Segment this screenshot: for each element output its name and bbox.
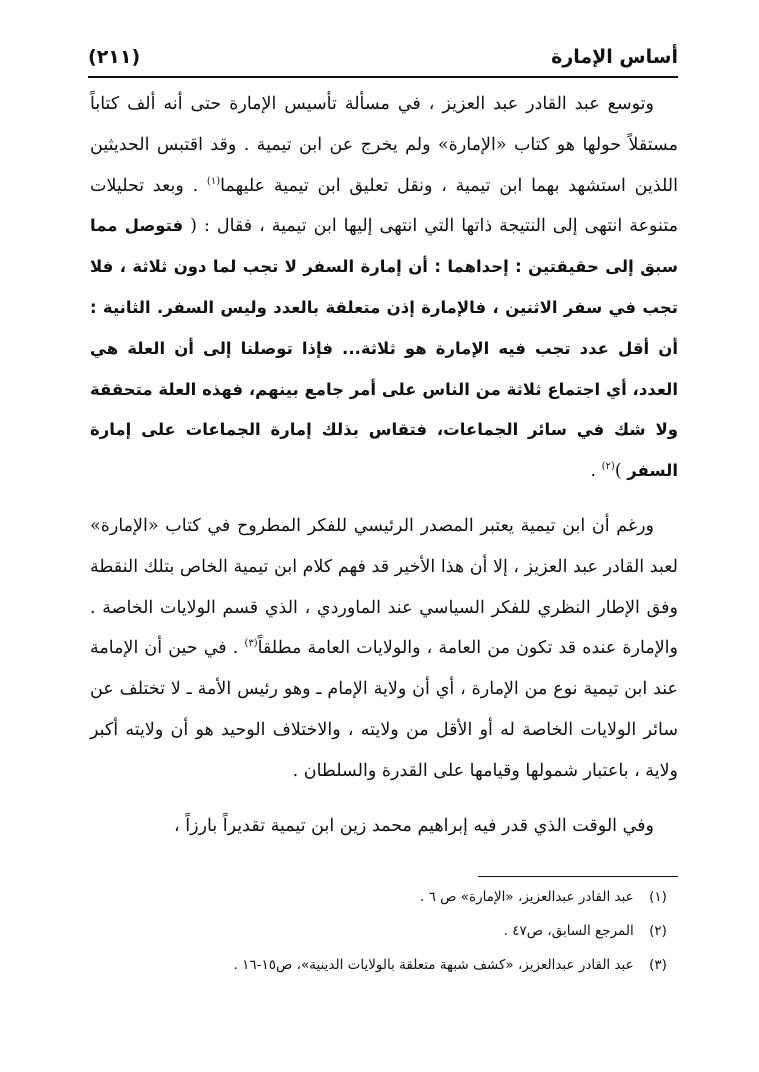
footnote-divider xyxy=(478,876,678,877)
footnote-number: (٣) xyxy=(649,957,667,973)
footnote-ref-3: (٣) xyxy=(244,638,258,650)
paragraph-1-text-a: وتوسع عبد القادر عبد العزيز ، في مسألة تأسيس الإمارة حتى أنه ألف كتاباً مستقلاً حولها هو كتاب «الإمارة» ولم يخرج عن ابن تيمية . وقد اقتبس الحديثين اللذين استشهد بهما ابن تيمية ، ونقل تعليق ابن تيمية عليهما xyxy=(90,94,678,196)
footnotes xyxy=(120,880,678,982)
footnote-text: عبد القادر عبدالعزيز، «الإمارة» ص ٦ . xyxy=(420,889,634,905)
paragraph-1 xyxy=(90,84,678,492)
footnote-ref-2: (٢) xyxy=(601,461,615,473)
footnote-ref-1: (١) xyxy=(206,175,221,187)
footnote-number: (١) xyxy=(649,889,667,905)
header-divider xyxy=(88,76,678,78)
paragraph-2 xyxy=(90,506,678,792)
footnote-item xyxy=(120,880,678,914)
running-title: أساس الإمارة xyxy=(551,46,678,68)
footnote-number: (٢) xyxy=(649,923,667,939)
paragraph-3 xyxy=(90,806,678,847)
bold-quotation: فتوصل مما سبق إلى حقيقتين : إحداهما : أن إمارة السفر لا تجب لما دون ثلاثة ، فلا تجب في سفر الاثنين ، فالإمارة إذن متعلقة بالعدد وليس السفر. الثانية : أن أقل عدد تجب فيه الإمارة هو ثلاثة... فإذا توصلنا إلى أن العلة هي العدد، أي اجتماع ثلاثة من الناس على أمر جامع بينهم، فهذه العلة متحققة ولا شك في سائر الجماعات، فتقاس بذلك إمارة الجماعات على إمارة السفر xyxy=(90,216,678,481)
paragraph-1-text-b: . وبعد تحليلات متنوعة انتهى إلى النتيجة ذاتها التي انتهى إليها ابن تيمية ، فقال : ( xyxy=(90,175,678,237)
paragraph-1-text-c: ) xyxy=(614,461,628,482)
paragraph-2-text-b: . في حين أن الإمامة عند ابن تيمية نوع من الإمارة ، أي أن ولاية الإمام ـ وهو رئيس الأمة ـ لا تختلف عن سائر الولايات الخاصة له أو الأقل من ولايته ، والاختلاف الوحيد هو أن ولايته أكبر ولاية ، باعتبار شمولها وقيامها على القدرة والسلطان . xyxy=(90,638,678,781)
footnote-item xyxy=(120,948,678,982)
footnote-text: عبد القادر عبدالعزيز، «كشف شبهة متعلقة بالولايات الدينية»، ص١٥-١٦ . xyxy=(233,957,634,973)
page-number: (٢١١) xyxy=(88,46,141,68)
paragraph-1-text-d: . xyxy=(590,461,602,482)
running-header xyxy=(88,40,678,76)
paragraph-3-text: وفي الوقت الذي قدر فيه إبراهيم محمد زين ابن تيمية تقديراً بارزاً ، xyxy=(174,815,654,836)
paragraph-2-text-a: ورغم أن ابن تيمية يعتبر المصدر الرئيسي للفكر المطروح في كتاب «الإمارة» لعبد القادر عبد العزيز ، إلا أن هذا الأخير قد فهم كلام ابن تيمية الخاص بتلك النقطة وفق الإطار النظري للفكر السياسي عند الماوردي ، الذي قسم الولايات الخاصة . والإمارة عنده قد تكون من العامة ، والولايات العامة مطلقاً xyxy=(90,515,678,659)
footnote-item xyxy=(120,914,678,948)
footnote-text: المرجع السابق، ص٤٧ . xyxy=(503,923,634,939)
main-text xyxy=(90,84,678,846)
